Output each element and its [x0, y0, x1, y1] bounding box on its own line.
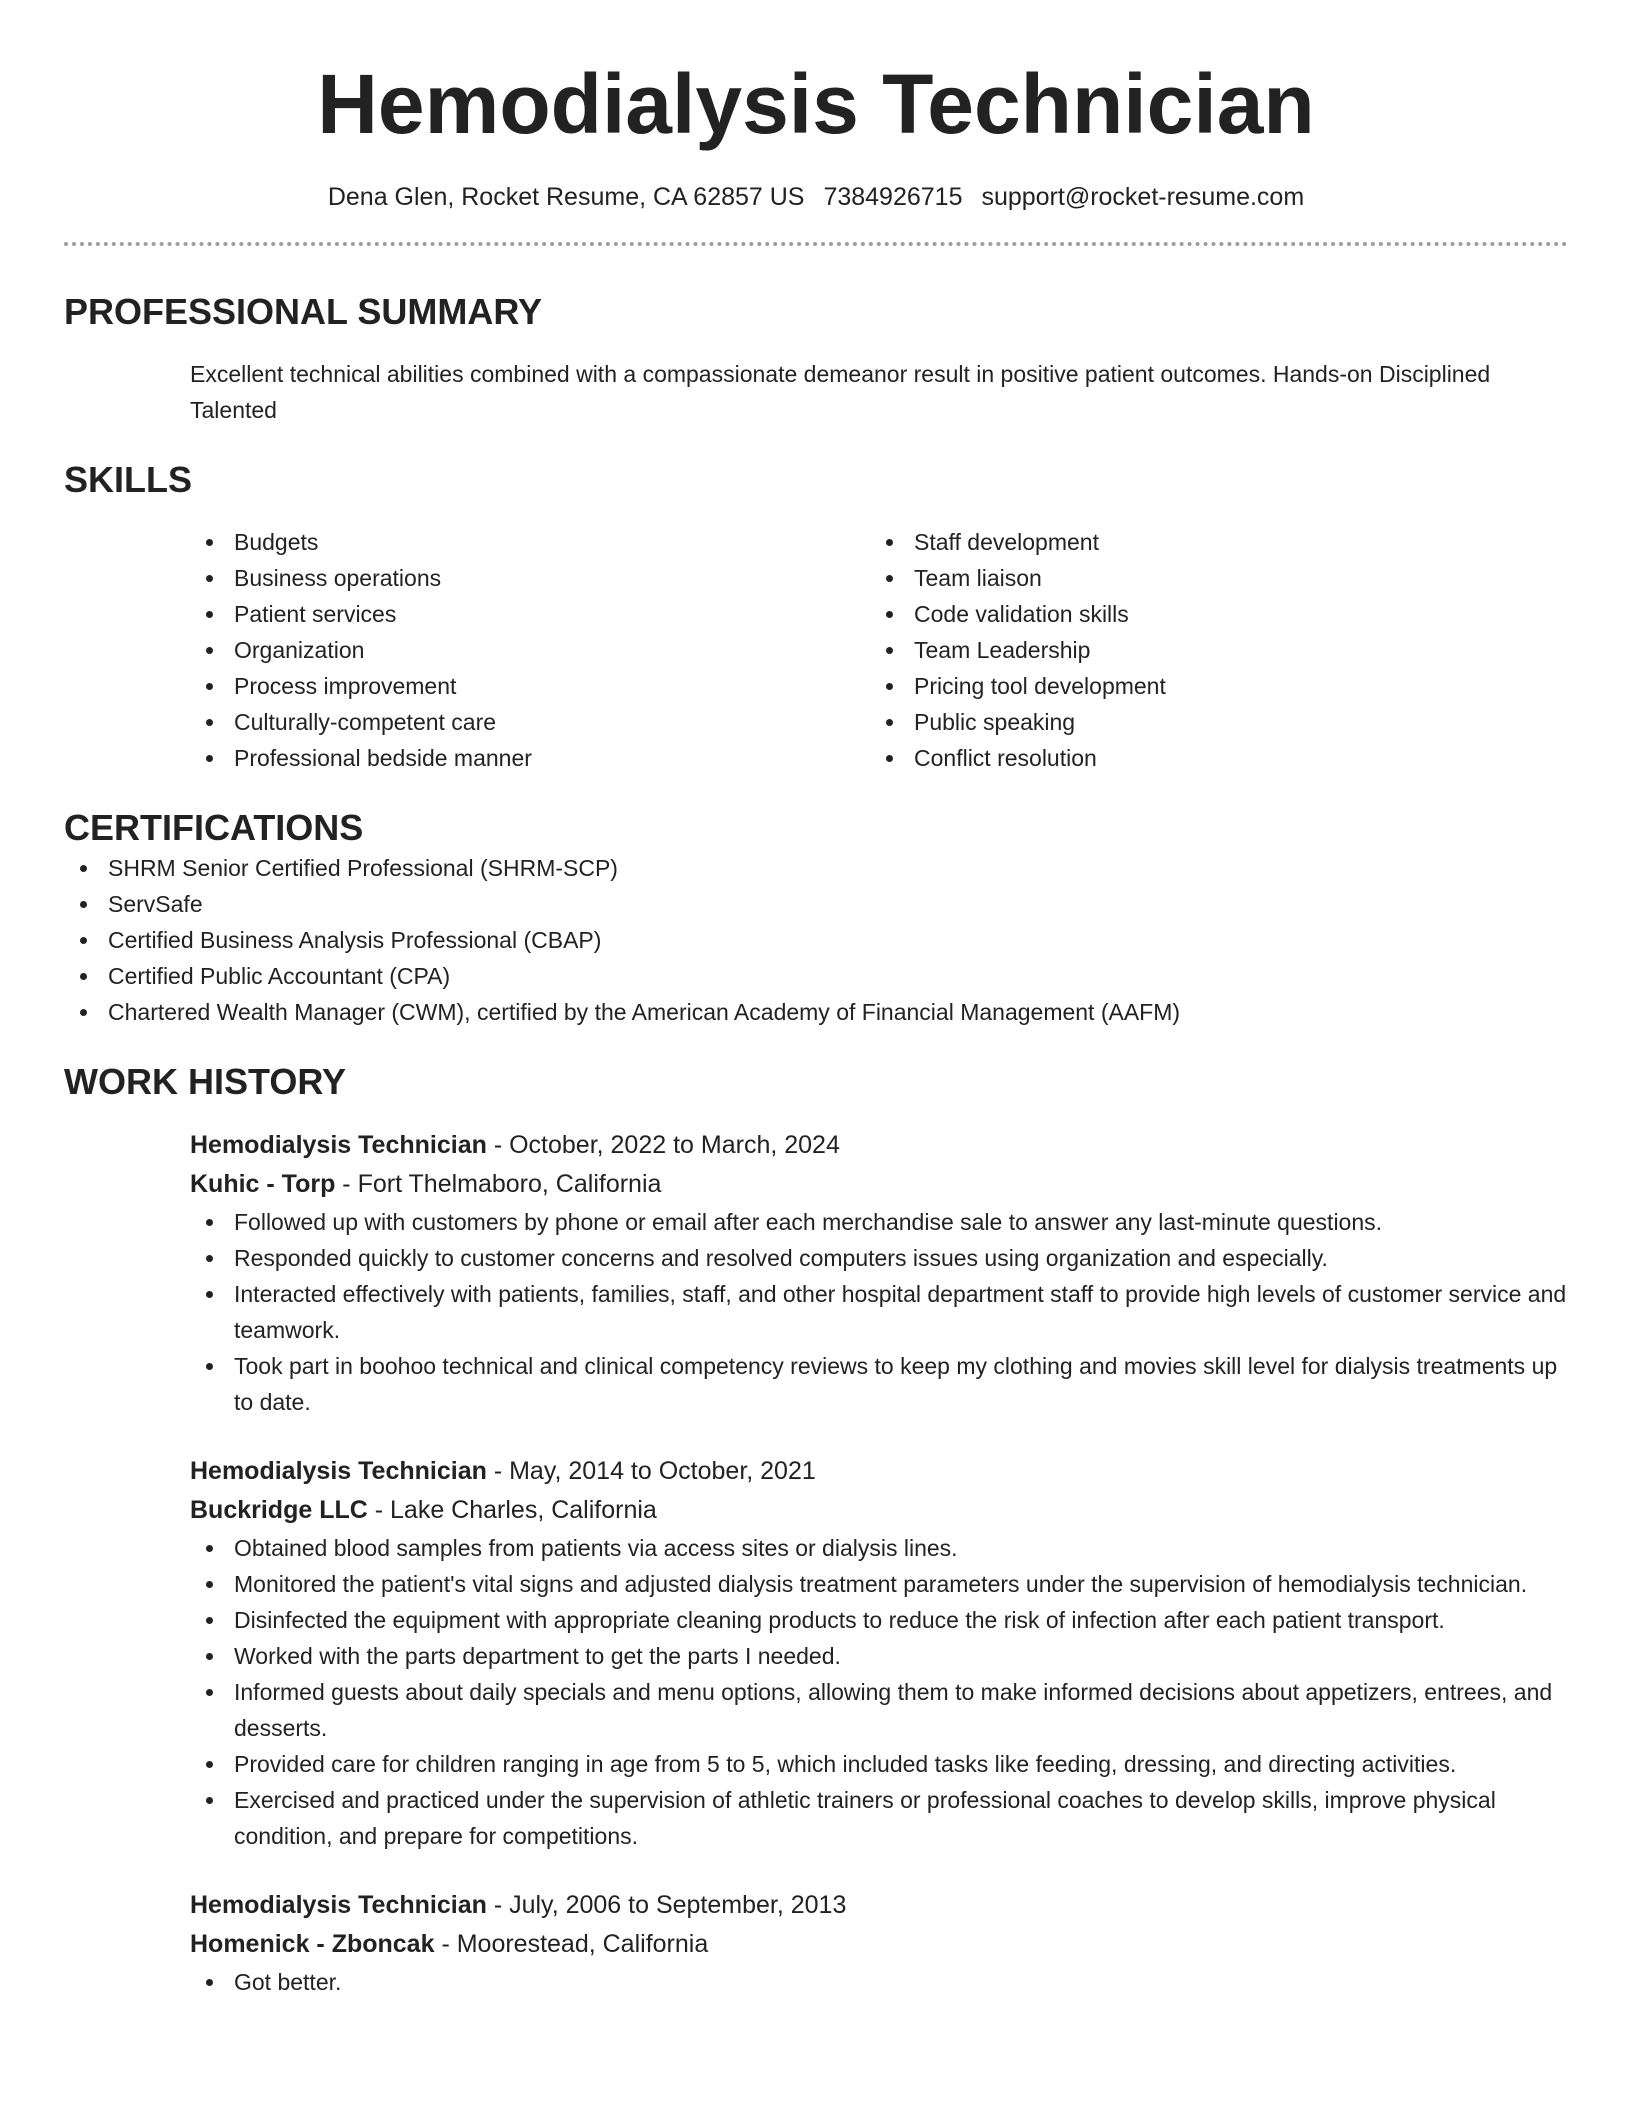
section-title-work-history: WORK HISTORY	[64, 1061, 347, 1102]
skill-item: Pricing tool development	[870, 668, 1550, 704]
job-company: Kuhic - Torp	[190, 1170, 336, 1198]
job-entry	[64, 1126, 1568, 1420]
certification-item: SHRM Senior Certified Professional (SHRM-SCP)	[64, 850, 1568, 886]
job-bullets	[190, 1204, 1568, 1420]
job-role: Hemodialysis Technician	[190, 1131, 487, 1159]
skill-item: Team Leadership	[870, 632, 1550, 668]
job-dates: - May, 2014 to October, 2021	[486, 1457, 816, 1485]
skill-item: Patient services	[190, 596, 870, 632]
skills-list-left	[190, 524, 870, 776]
job-dates: - July, 2006 to September, 2013	[486, 1891, 847, 1919]
job-bullet: Got better.	[190, 1964, 1568, 2000]
skill-item: Organization	[190, 632, 870, 668]
resume-title: Hemodialysis Technician	[317, 57, 1315, 151]
job-entry	[64, 1886, 1568, 2000]
skills-grid	[64, 524, 1568, 776]
job-entry	[64, 1452, 1568, 1854]
job-dates: - October, 2022 to March, 2024	[486, 1131, 840, 1159]
job-bullet: Monitored the patient's vital signs and adjusted dialysis treatment parameters under the supervision of hemodialysis technician.	[190, 1566, 1568, 1602]
job-title-line	[190, 1452, 1568, 1491]
summary-text: Excellent technical abilities combined with a compassionate demeanor result in positive patient outcomes. Hands-on Disciplined Talented	[190, 361, 1491, 423]
certification-item: Certified Business Analysis Professional (CBAP)	[64, 922, 1568, 958]
job-bullet: Exercised and practiced under the supervision of athletic trainers or professional coaches to develop skills, improve physical condition, and prepare for competitions.	[190, 1782, 1568, 1854]
skill-item: Conflict resolution	[870, 740, 1550, 776]
skill-item: Business operations	[190, 560, 870, 596]
skill-item: Code validation skills	[870, 596, 1550, 632]
skill-item: Staff development	[870, 524, 1550, 560]
job-location: - Fort Thelmaboro, California	[335, 1170, 662, 1198]
job-location: - Lake Charles, California	[367, 1496, 657, 1524]
skills-list-right	[870, 524, 1550, 776]
section-title-skills: SKILLS	[64, 459, 193, 500]
job-bullet: Interacted effectively with patients, families, staff, and other hospital department staff to provide high levels of customer service and teamwork.	[190, 1276, 1568, 1348]
job-role: Hemodialysis Technician	[190, 1457, 487, 1485]
section-title-summary: PROFESSIONAL SUMMARY	[64, 291, 543, 332]
job-bullet: Informed guests about daily specials and menu options, allowing them to make informed decisions about appetizers, entrees, and desserts.	[190, 1674, 1568, 1746]
certification-item: Certified Public Accountant (CPA)	[64, 958, 1568, 994]
job-bullet: Provided care for children ranging in age from 5 to 5, which included tasks like feeding, dressing, and directing activities.	[190, 1746, 1568, 1782]
job-bullet: Worked with the parts department to get the parts I needed.	[190, 1638, 1568, 1674]
job-bullet: Disinfected the equipment with appropriate cleaning products to reduce the risk of infection after each patient transport.	[190, 1602, 1568, 1638]
job-bullets	[190, 1530, 1568, 1854]
job-company-line	[190, 1925, 1568, 1964]
job-title-line	[190, 1886, 1568, 1925]
job-title-line	[190, 1126, 1568, 1165]
skill-item: Budgets	[190, 524, 870, 560]
certifications-list	[64, 850, 1568, 1030]
skill-item: Process improvement	[190, 668, 870, 704]
contact-phone[interactable]: 7384926715	[823, 183, 963, 211]
skill-item: Public speaking	[870, 704, 1550, 740]
job-company-line	[190, 1165, 1568, 1204]
job-bullet: Obtained blood samples from patients via access sites or dialysis lines.	[190, 1530, 1568, 1566]
job-bullet: Responded quickly to customer concerns and resolved computers issues using organization and especially.	[190, 1240, 1568, 1276]
job-role: Hemodialysis Technician	[190, 1891, 487, 1919]
header-divider	[64, 242, 1568, 246]
certifications-section	[64, 806, 1568, 1030]
summary-section	[64, 290, 1568, 428]
job-bullets	[190, 1964, 1568, 2000]
contact-email[interactable]: support@rocket-resume.com	[981, 183, 1305, 211]
job-company: Homenick - Zboncak	[190, 1930, 435, 1958]
skill-item: Professional bedside manner	[190, 740, 870, 776]
job-bullet: Followed up with customers by phone or email after each merchandise sale to answer any last-minute questions.	[190, 1204, 1568, 1240]
job-location: - Moorestead, California	[434, 1930, 709, 1958]
job-company-line	[190, 1491, 1568, 1530]
skill-item: Culturally-competent care	[190, 704, 870, 740]
contact-address: Dena Glen, Rocket Resume, CA 62857 US	[327, 183, 805, 211]
work-history-section	[64, 1060, 1568, 2000]
job-bullet: Took part in boohoo technical and clinical competency reviews to keep my clothing and movies skill level for dialysis treatments up to date.	[190, 1348, 1568, 1420]
skill-item: Team liaison	[870, 560, 1550, 596]
skills-section	[64, 458, 1568, 776]
certification-item: ServSafe	[64, 886, 1568, 922]
section-title-certifications: CERTIFICATIONS	[64, 807, 364, 848]
contact-line	[64, 180, 1568, 214]
certification-item: Chartered Wealth Manager (CWM), certified by the American Academy of Financial Management (AAFM)	[64, 994, 1568, 1030]
job-company: Buckridge LLC	[190, 1496, 368, 1524]
